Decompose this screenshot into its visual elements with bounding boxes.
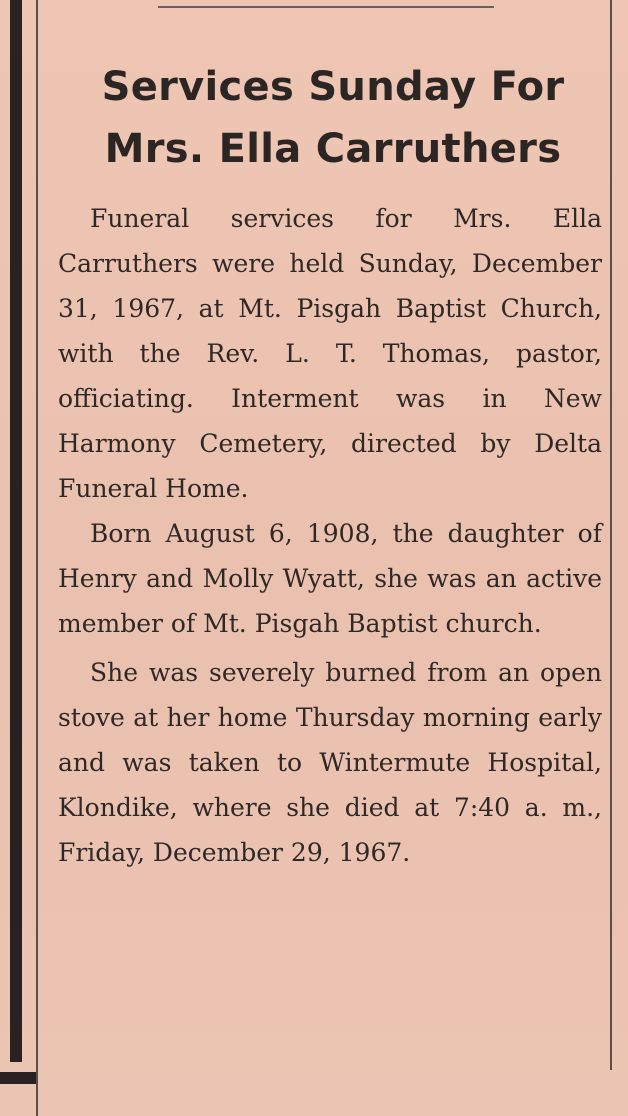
column-divider-right (610, 0, 612, 1070)
left-rule-foot (0, 1072, 36, 1084)
headline-line-2: Mrs. Ella Carruthers (104, 126, 562, 172)
article-body (58, 196, 602, 875)
column-divider-left (36, 0, 38, 1116)
article-paragraph-1: Funeral services for Mrs. Ella Carruthers were held Sunday, December 31, 1967, at Mt. Pisgah Baptist Church, with the Rev. L. T. Thomas, pastor, officiating. Interment was in New Harmony Cemetery, directed by Delta Funeral Home. (58, 204, 602, 503)
headline-line-1: Services Sunday For (101, 64, 565, 110)
article-paragraph-3: She was severely burned from an open stove at her home Thursday morning early and was taken to Wintermute Hospital, Klondike, where she died at 7:40 a. m., Friday, December 29, 1967. (58, 658, 602, 867)
article-paragraph-2: Born August 6, 1908, the daughter of Henry and Molly Wyatt, she was an active member of Mt. Pisgah Baptist church. (58, 519, 602, 638)
headline (60, 56, 606, 180)
top-separator-rule (158, 6, 494, 8)
left-column-rule (10, 0, 22, 1062)
